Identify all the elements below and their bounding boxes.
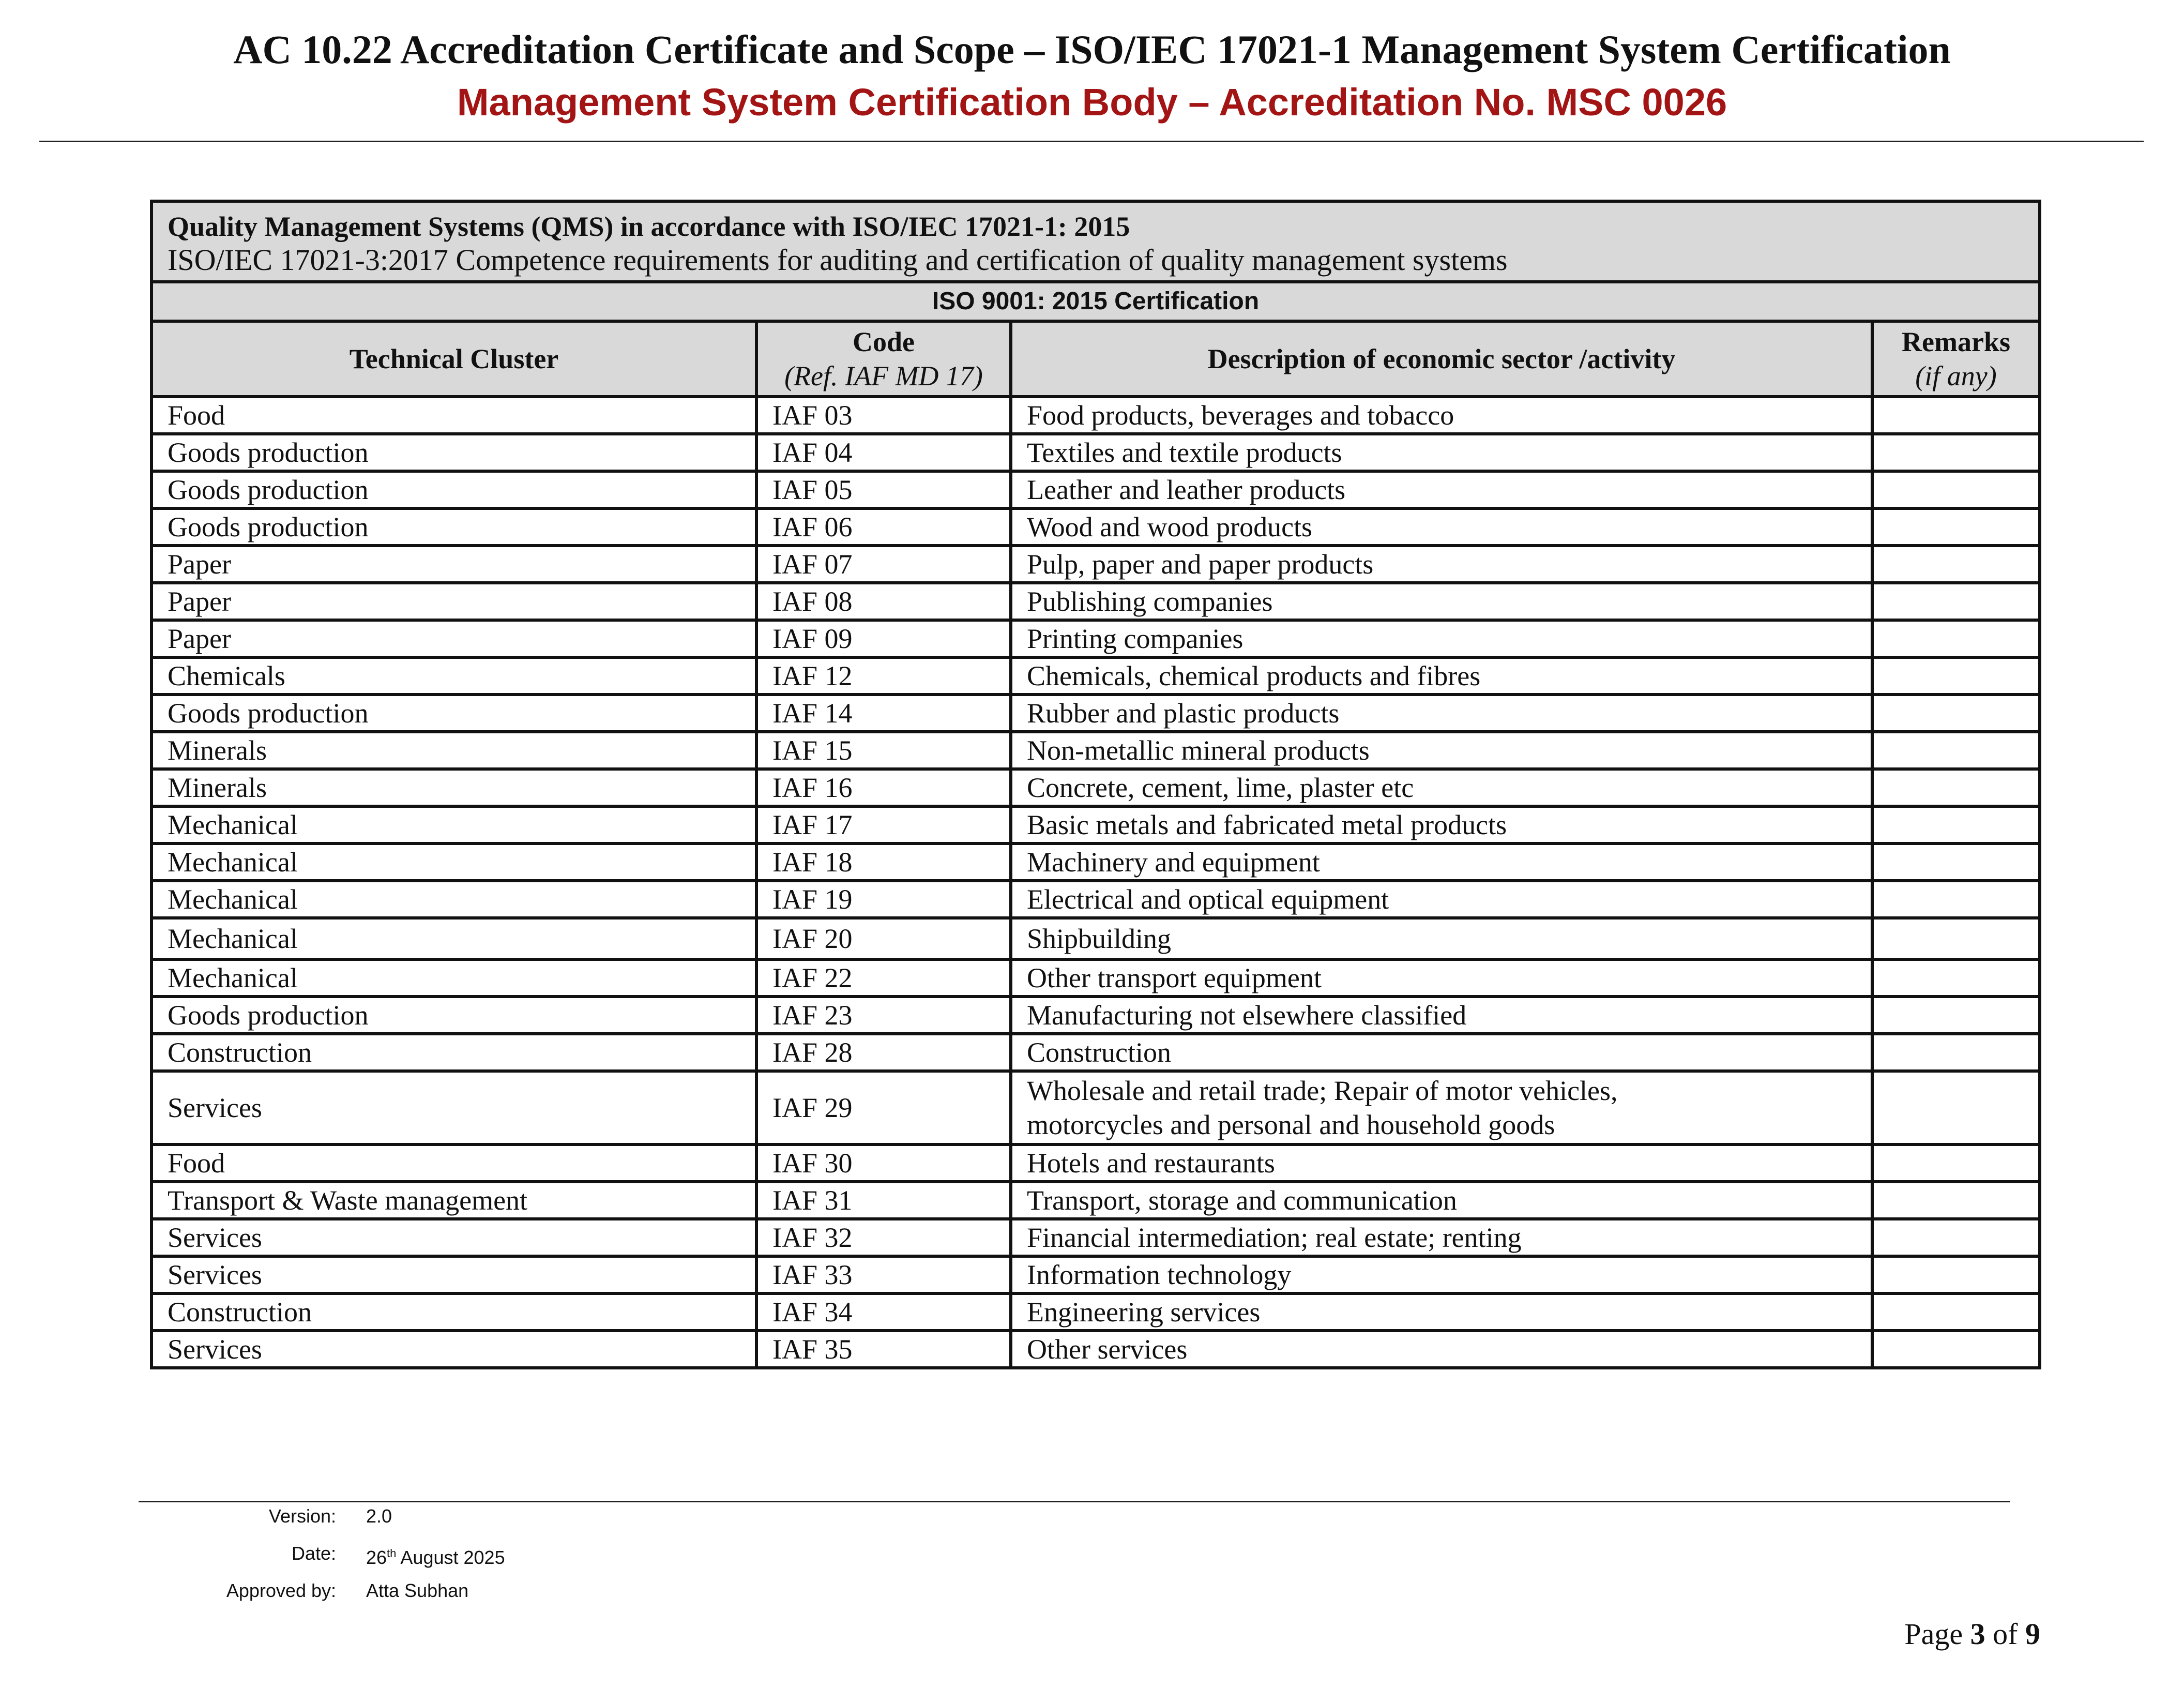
cluster-cell: Mechanical [151,881,756,918]
page-current: 3 [1970,1617,1985,1651]
cluster-cell: Goods production [151,434,756,471]
table-row [151,508,2040,546]
cluster-cell: Food [151,397,756,434]
description-cell: Electrical and optical equipment [1011,881,1872,918]
code-cell: IAF 33 [756,1256,1011,1293]
remarks-cell [1872,959,2040,997]
remarks-cell [1872,1331,2040,1368]
remarks-cell [1872,471,2040,508]
description-cell: Food products, beverages and tobacco [1011,397,1872,434]
remarks-cell [1872,1071,2040,1144]
remarks-cell [1872,1182,2040,1219]
description-cell: Chemicals, chemical products and fibres [1011,657,1872,695]
description-cell: Hotels and restaurants [1011,1144,1872,1182]
table-row [151,397,2040,434]
footer-divider [139,1501,2010,1502]
table-row [151,546,2040,583]
date-month-year: August 2025 [396,1547,505,1568]
cluster-cell: Goods production [151,695,756,732]
code-cell: IAF 07 [756,546,1011,583]
remarks-cell [1872,881,2040,918]
cluster-cell: Transport & Waste management [151,1182,756,1219]
description-cell: Construction [1011,1034,1872,1071]
qms-title: Quality Management Systems (QMS) in accordance with ISO/IEC 17021-1: 2015 [168,211,1130,242]
cluster-cell: Goods production [151,508,756,546]
column-header-row [151,321,2040,397]
cluster-cell: Goods production [151,997,756,1034]
cluster-cell: Services [151,1071,756,1144]
description-cell: Basic metals and fabricated metal products [1011,806,1872,843]
remarks-cell [1872,508,2040,546]
description-cell: Financial intermediation; real estate; renting [1011,1219,1872,1256]
description-cell: Pulp, paper and paper products [1011,546,1872,583]
description-cell: Concrete, cement, lime, plaster etc [1011,769,1872,806]
cluster-cell: Chemicals [151,657,756,695]
date-ordinal: th [387,1547,397,1560]
remarks-cell [1872,918,2040,959]
table-row [151,732,2040,769]
table-row [151,959,2040,997]
table-row [151,1071,2040,1144]
cluster-cell: Mechanical [151,806,756,843]
table-row [151,769,2040,806]
description-cell: Leather and leather products [1011,471,1872,508]
code-cell: IAF 12 [756,657,1011,695]
code-cell: IAF 28 [756,1034,1011,1071]
cluster-cell: Services [151,1256,756,1293]
table-row [151,881,2040,918]
cluster-cell: Paper [151,583,756,620]
remarks-cell [1872,1144,2040,1182]
cluster-cell: Mechanical [151,918,756,959]
code-cell: IAF 06 [756,508,1011,546]
table-row [151,1144,2040,1182]
table-row [151,620,2040,657]
description-cell: Information technology [1011,1256,1872,1293]
iso-heading-row [151,282,2040,321]
code-cell: IAF 08 [756,583,1011,620]
remarks-cell [1872,806,2040,843]
description-cell: Publishing companies [1011,583,1872,620]
description-cell: Non-metallic mineral products [1011,732,1872,769]
remarks-cell [1872,1034,2040,1071]
cluster-cell: Construction [151,1034,756,1071]
scope-table [150,200,2041,1369]
approved-value: Atta Subhan [366,1580,469,1601]
column-header-remarks-label: Remarks [1902,326,2010,357]
code-cell: IAF 30 [756,1144,1011,1182]
code-cell: IAF 03 [756,397,1011,434]
table-row [151,695,2040,732]
column-header-code-label: Code [853,326,915,357]
document-title: AC 10.22 Accreditation Certificate and Scope – ISO/IEC 17021-1 Management System Certification [233,27,1951,72]
iso-heading: ISO 9001: 2015 Certification [151,282,2040,321]
date-label: Date: [291,1543,336,1564]
remarks-cell [1872,769,2040,806]
cluster-cell: Services [151,1219,756,1256]
table-row [151,918,2040,959]
remarks-cell [1872,732,2040,769]
table-row [151,806,2040,843]
remarks-cell [1872,1256,2040,1293]
description-cell: Transport, storage and communication [1011,1182,1872,1219]
description-cell: Shipbuilding [1011,918,1872,959]
cluster-cell: Minerals [151,732,756,769]
remarks-cell [1872,997,2040,1034]
description-cell: Rubber and plastic products [1011,695,1872,732]
code-cell: IAF 09 [756,620,1011,657]
table-row [151,657,2040,695]
description-cell: Other transport equipment [1011,959,1872,997]
description-cell: Printing companies [1011,620,1872,657]
qms-header-row [151,201,2040,282]
cluster-cell: Services [151,1331,756,1368]
code-cell: IAF 05 [756,471,1011,508]
code-cell: IAF 22 [756,959,1011,997]
table-row [151,843,2040,881]
document-subtitle: Management System Certification Body – Accreditation No. MSC 0026 [457,81,1727,124]
table-row [151,1034,2040,1071]
table-row [151,1182,2040,1219]
code-cell: IAF 19 [756,881,1011,918]
version-label: Version: [268,1505,336,1527]
page-number [1904,1617,2040,1651]
code-cell: IAF 29 [756,1071,1011,1144]
description-line-1: Wholesale and retail trade; Repair of motor vehicles, [1027,1075,1618,1106]
page-prefix: Page [1904,1617,1970,1651]
remarks-cell [1872,843,2040,881]
table-row [151,1256,2040,1293]
description-cell: Other services [1011,1331,1872,1368]
remarks-cell [1872,620,2040,657]
column-header-remarks-sub: (if any) [1915,360,1997,391]
cluster-cell: Minerals [151,769,756,806]
code-cell: IAF 04 [756,434,1011,471]
code-cell: IAF 20 [756,918,1011,959]
code-cell: IAF 32 [756,1219,1011,1256]
column-header-code [756,321,1011,397]
cluster-cell: Mechanical [151,959,756,997]
remarks-cell [1872,583,2040,620]
table-row [151,997,2040,1034]
qms-header-cell [151,201,2040,282]
code-cell: IAF 23 [756,997,1011,1034]
description-line-2: motorcycles and personal and household goods [1027,1109,1555,1140]
remarks-cell [1872,434,2040,471]
page-total: 9 [2025,1617,2040,1651]
code-cell: IAF 18 [756,843,1011,881]
code-cell: IAF 35 [756,1331,1011,1368]
cluster-cell: Mechanical [151,843,756,881]
table-row [151,471,2040,508]
table-row [151,434,2040,471]
description-cell: Wood and wood products [1011,508,1872,546]
description-cell [1011,1071,1872,1144]
remarks-cell [1872,657,2040,695]
header-divider [39,141,2144,142]
description-cell: Textiles and textile products [1011,434,1872,471]
cluster-cell: Food [151,1144,756,1182]
approved-label: Approved by: [226,1580,336,1601]
date-day: 26 [366,1547,387,1568]
remarks-cell [1872,1293,2040,1331]
description-cell: Engineering services [1011,1293,1872,1331]
cluster-cell: Goods production [151,471,756,508]
description-cell: Manufacturing not elsewhere classified [1011,997,1872,1034]
remarks-cell [1872,695,2040,732]
code-cell: IAF 31 [756,1182,1011,1219]
code-cell: IAF 16 [756,769,1011,806]
remarks-cell [1872,397,2040,434]
table-row [151,1219,2040,1256]
remarks-cell [1872,546,2040,583]
code-cell: IAF 15 [756,732,1011,769]
table-row [151,1293,2040,1331]
code-cell: IAF 17 [756,806,1011,843]
page-of: of [1985,1617,2025,1651]
code-cell: IAF 34 [756,1293,1011,1331]
column-header-remarks [1872,321,2040,397]
column-header-description: Description of economic sector /activity [1011,321,1872,397]
code-cell: IAF 14 [756,695,1011,732]
version-value: 2.0 [366,1505,392,1527]
cluster-cell: Paper [151,546,756,583]
qms-subtitle: ISO/IEC 17021-3:2017 Competence requirements for auditing and certification of quality management systems [168,243,1508,277]
remarks-cell [1872,1219,2040,1256]
column-header-code-ref: (Ref. IAF MD 17) [784,360,983,391]
description-cell: Machinery and equipment [1011,843,1872,881]
date-value [366,1543,505,1568]
table-row [151,1331,2040,1368]
column-header-cluster: Technical Cluster [151,321,756,397]
cluster-cell: Construction [151,1293,756,1331]
table-row [151,583,2040,620]
cluster-cell: Paper [151,620,756,657]
